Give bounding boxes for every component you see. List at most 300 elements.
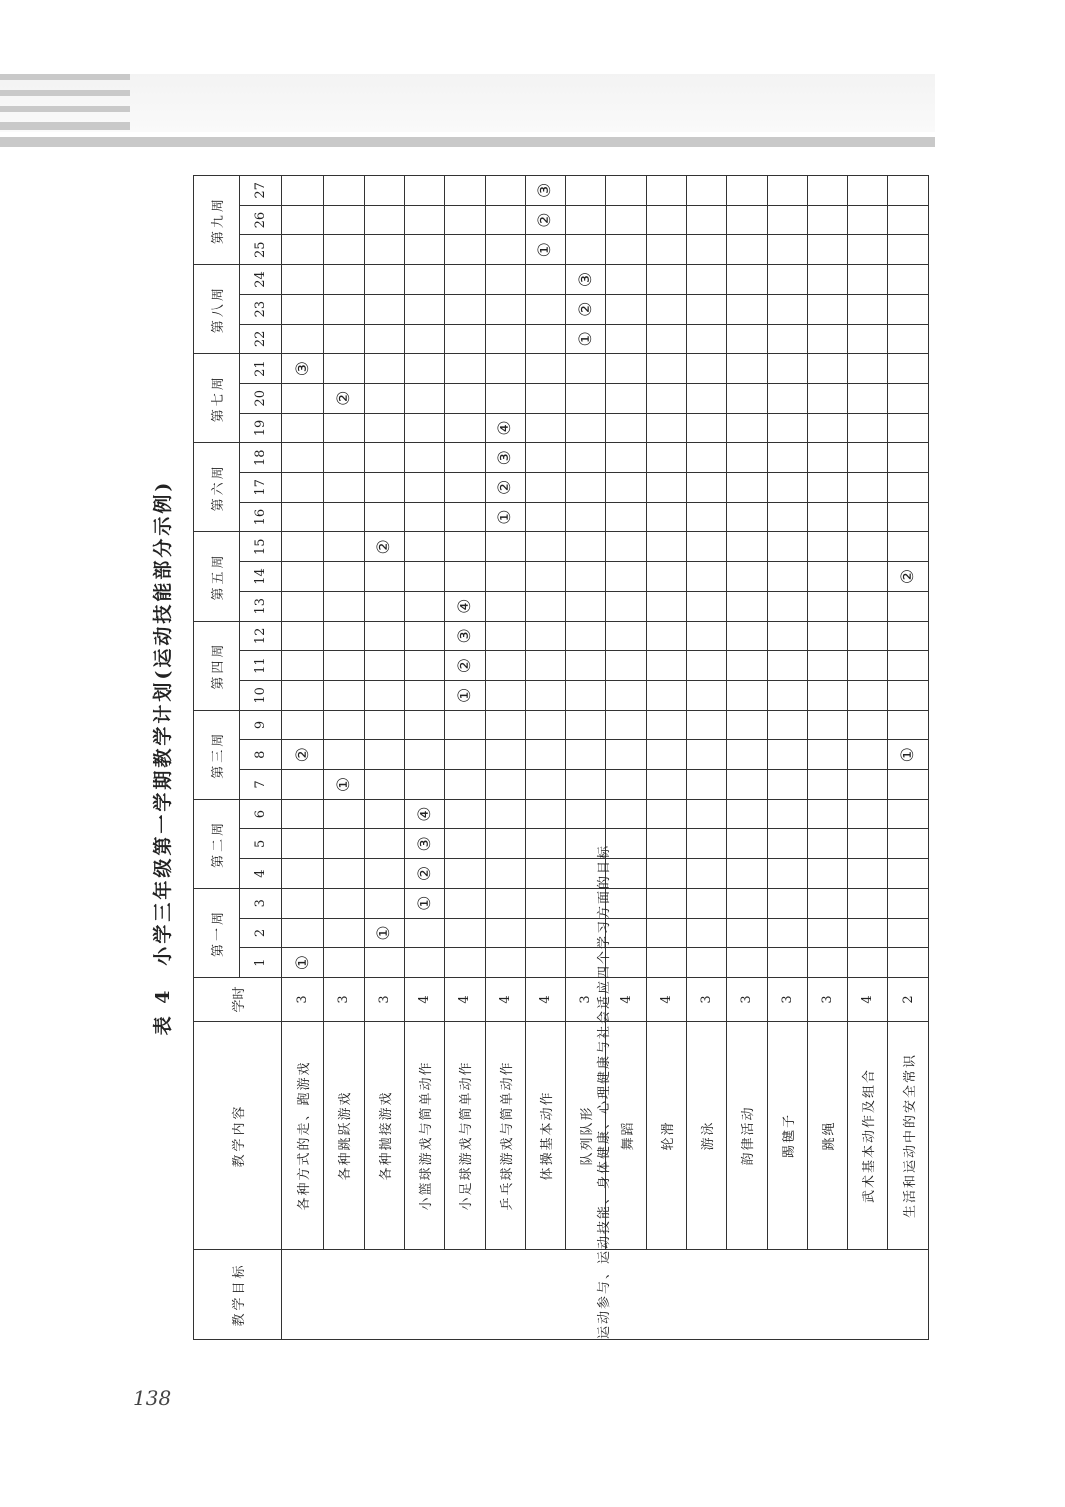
lesson-mark-cell xyxy=(445,443,485,473)
lesson-mark-cell xyxy=(686,740,726,770)
content-cell: 体操基本动作 xyxy=(525,1022,565,1250)
lesson-number-cell: 12 xyxy=(240,621,282,651)
lesson-mark-cell xyxy=(807,294,847,324)
lesson-mark-cell xyxy=(807,680,847,710)
lesson-mark-cell xyxy=(807,770,847,800)
lesson-mark-cell xyxy=(404,918,444,948)
lesson-mark-cell xyxy=(727,918,767,948)
lesson-mark-cell xyxy=(767,918,807,948)
hours-cell: 2 xyxy=(888,978,929,1022)
lesson-mark-cell: ④ xyxy=(404,799,444,829)
lesson-mark-cell xyxy=(848,918,888,948)
lesson-mark-cell: ③ xyxy=(445,621,485,651)
lesson-mark-cell xyxy=(686,888,726,918)
lesson-mark-cell xyxy=(686,859,726,889)
lesson-number-cell: 1 xyxy=(240,948,282,978)
lesson-mark-cell xyxy=(606,324,646,354)
lesson-mark-cell xyxy=(324,888,364,918)
teaching-plan-table xyxy=(193,175,929,1340)
lesson-mark-cell: ③ xyxy=(525,176,565,206)
lesson-mark-cell xyxy=(646,948,686,978)
table-row xyxy=(767,176,807,1340)
lesson-mark-cell: ③ xyxy=(282,354,324,384)
table-row xyxy=(282,176,324,1340)
lesson-mark-cell xyxy=(686,918,726,948)
lesson-mark-cell xyxy=(807,235,847,265)
lesson-mark-cell xyxy=(727,621,767,651)
lesson-mark-cell xyxy=(606,354,646,384)
lesson-mark-cell xyxy=(364,354,404,384)
lesson-mark-cell xyxy=(848,591,888,621)
lesson-mark-cell xyxy=(525,591,565,621)
lesson-mark-cell xyxy=(888,383,929,413)
lesson-mark-cell xyxy=(566,502,606,532)
lesson-number-cell: 9 xyxy=(240,710,282,740)
lesson-mark-cell xyxy=(566,443,606,473)
lesson-mark-cell xyxy=(485,205,525,235)
lesson-mark-cell xyxy=(686,235,726,265)
lesson-mark-cell xyxy=(646,710,686,740)
lesson-number-cell: 2 xyxy=(240,918,282,948)
lesson-mark-cell xyxy=(686,294,726,324)
lesson-mark-cell xyxy=(646,740,686,770)
lesson-mark-cell xyxy=(686,176,726,206)
lesson-mark-cell xyxy=(686,770,726,800)
lesson-mark-cell xyxy=(404,265,444,295)
lesson-mark-cell xyxy=(445,948,485,978)
lesson-mark-cell xyxy=(686,265,726,295)
lesson-mark-cell xyxy=(888,532,929,562)
lesson-mark-cell xyxy=(848,651,888,681)
lesson-mark-cell xyxy=(767,502,807,532)
lesson-mark-cell xyxy=(445,413,485,443)
lesson-mark-cell xyxy=(324,918,364,948)
lesson-mark-cell xyxy=(767,205,807,235)
lesson-mark-cell xyxy=(566,413,606,443)
lesson-mark-cell xyxy=(848,710,888,740)
lesson-mark-cell xyxy=(404,473,444,503)
content-cell: 轮滑 xyxy=(646,1022,686,1250)
lesson-mark-cell xyxy=(646,473,686,503)
week-header: 第四周 xyxy=(194,621,240,710)
lesson-mark-cell xyxy=(727,948,767,978)
lesson-mark-cell xyxy=(282,235,324,265)
lesson-mark-cell xyxy=(282,413,324,443)
lesson-mark-cell xyxy=(525,740,565,770)
lesson-mark-cell xyxy=(404,680,444,710)
lesson-mark-cell xyxy=(525,948,565,978)
lesson-mark-cell xyxy=(324,235,364,265)
lesson-mark-cell xyxy=(445,502,485,532)
lesson-mark-cell xyxy=(848,324,888,354)
content-cell: 武术基本动作及组合 xyxy=(848,1022,888,1250)
lesson-mark-cell xyxy=(324,532,364,562)
lesson-mark-cell xyxy=(888,443,929,473)
lesson-mark-cell xyxy=(525,324,565,354)
lesson-mark-cell xyxy=(324,710,364,740)
lesson-mark-cell xyxy=(324,859,364,889)
lesson-mark-cell xyxy=(566,680,606,710)
lesson-mark-cell xyxy=(807,176,847,206)
lesson-mark-cell xyxy=(364,443,404,473)
lesson-mark-cell xyxy=(282,176,324,206)
lesson-number-cell: 18 xyxy=(240,443,282,473)
lesson-mark-cell xyxy=(888,680,929,710)
lesson-mark-cell xyxy=(807,591,847,621)
lesson-mark-cell xyxy=(686,324,726,354)
hours-cell: 3 xyxy=(282,978,324,1022)
lesson-mark-cell xyxy=(364,680,404,710)
lesson-mark-cell xyxy=(606,294,646,324)
lesson-mark-cell xyxy=(767,443,807,473)
week-header: 第二周 xyxy=(194,799,240,888)
lesson-mark-cell xyxy=(807,383,847,413)
lesson-mark-cell xyxy=(646,770,686,800)
lesson-mark-cell xyxy=(566,235,606,265)
lesson-mark-cell xyxy=(566,562,606,592)
lesson-mark-cell xyxy=(888,473,929,503)
lesson-number-cell: 13 xyxy=(240,591,282,621)
lesson-mark-cell xyxy=(282,443,324,473)
lesson-mark-cell xyxy=(767,948,807,978)
lesson-mark-cell xyxy=(282,265,324,295)
hours-cell: 3 xyxy=(807,978,847,1022)
lesson-mark-cell xyxy=(364,205,404,235)
lesson-number-cell: 21 xyxy=(240,354,282,384)
lesson-mark-cell xyxy=(324,354,364,384)
lesson-mark-cell xyxy=(404,205,444,235)
lesson-mark-cell xyxy=(404,235,444,265)
lesson-mark-cell xyxy=(646,651,686,681)
lesson-mark-cell xyxy=(646,680,686,710)
lesson-mark-cell xyxy=(646,502,686,532)
lesson-mark-cell xyxy=(848,888,888,918)
table-row xyxy=(324,176,364,1340)
lesson-mark-cell xyxy=(848,621,888,651)
lesson-mark-cell xyxy=(888,294,929,324)
lesson-mark-cell xyxy=(848,799,888,829)
lesson-mark-cell xyxy=(606,443,646,473)
lesson-mark-cell xyxy=(282,651,324,681)
lesson-mark-cell xyxy=(767,770,807,800)
content-cell: 小足球游戏与简单动作 xyxy=(445,1022,485,1250)
lesson-mark-cell xyxy=(848,502,888,532)
lesson-mark-cell xyxy=(525,829,565,859)
lesson-mark-cell xyxy=(646,265,686,295)
lesson-mark-cell xyxy=(282,294,324,324)
lesson-mark-cell xyxy=(485,651,525,681)
lesson-mark-cell: ① xyxy=(282,948,324,978)
lesson-mark-cell xyxy=(485,888,525,918)
lesson-mark-cell xyxy=(727,176,767,206)
lesson-mark-cell xyxy=(404,354,444,384)
lesson-mark-cell xyxy=(686,413,726,443)
hours-cell: 4 xyxy=(404,978,444,1022)
lesson-mark-cell xyxy=(807,502,847,532)
lesson-mark-cell xyxy=(646,176,686,206)
lesson-mark-cell: ④ xyxy=(445,591,485,621)
hours-cell: 4 xyxy=(445,978,485,1022)
week-header: 第八周 xyxy=(194,265,240,354)
lesson-mark-cell xyxy=(646,799,686,829)
lesson-mark-cell xyxy=(727,502,767,532)
lesson-mark-cell xyxy=(404,383,444,413)
lesson-mark-cell xyxy=(807,562,847,592)
lesson-mark-cell xyxy=(525,888,565,918)
rotated-page xyxy=(143,175,933,1340)
lesson-number-cell: 8 xyxy=(240,740,282,770)
lesson-mark-cell xyxy=(485,829,525,859)
lesson-mark-cell xyxy=(282,888,324,918)
lesson-mark-cell xyxy=(727,443,767,473)
lesson-mark-cell: ① xyxy=(445,680,485,710)
lesson-mark-cell xyxy=(282,799,324,829)
lesson-number-cell: 22 xyxy=(240,324,282,354)
content-cell: 踢毽子 xyxy=(767,1022,807,1250)
lesson-mark-cell xyxy=(282,562,324,592)
lesson-mark-cell xyxy=(324,591,364,621)
lesson-mark-cell xyxy=(606,205,646,235)
lesson-mark-cell xyxy=(807,473,847,503)
lesson-mark-cell xyxy=(646,413,686,443)
lesson-mark-cell xyxy=(525,294,565,324)
lesson-mark-cell xyxy=(566,799,606,829)
lesson-mark-cell xyxy=(566,621,606,651)
lesson-mark-cell xyxy=(364,473,404,503)
lesson-mark-cell xyxy=(606,413,646,443)
lesson-mark-cell xyxy=(807,532,847,562)
lesson-mark-cell xyxy=(525,383,565,413)
lesson-mark-cell xyxy=(606,770,646,800)
lesson-mark-cell xyxy=(767,591,807,621)
lesson-mark-cell xyxy=(445,176,485,206)
lesson-mark-cell xyxy=(848,235,888,265)
lesson-mark-cell xyxy=(364,324,404,354)
content-cell: 韵律活动 xyxy=(727,1022,767,1250)
lesson-mark-cell xyxy=(606,740,646,770)
lesson-number-cell: 20 xyxy=(240,383,282,413)
lesson-mark-cell xyxy=(404,443,444,473)
lesson-mark-cell xyxy=(485,176,525,206)
lesson-mark-cell xyxy=(566,770,606,800)
lesson-mark-cell xyxy=(646,918,686,948)
lesson-number-cell: 27 xyxy=(240,176,282,206)
lesson-mark-cell xyxy=(324,799,364,829)
lesson-mark-cell xyxy=(646,294,686,324)
lesson-mark-cell xyxy=(686,829,726,859)
lesson-mark-cell xyxy=(888,888,929,918)
week-header: 第六周 xyxy=(194,443,240,532)
lesson-mark-cell xyxy=(807,443,847,473)
content-cell: 各种跳跃游戏 xyxy=(324,1022,364,1250)
lesson-mark-cell xyxy=(727,829,767,859)
lesson-mark-cell xyxy=(404,413,444,443)
lesson-number-cell: 24 xyxy=(240,265,282,295)
content-cell: 游泳 xyxy=(686,1022,726,1250)
lesson-mark-cell xyxy=(848,532,888,562)
content-header: 教学内容 xyxy=(194,1022,282,1250)
lesson-mark-cell xyxy=(767,324,807,354)
lesson-mark-cell xyxy=(364,502,404,532)
lesson-mark-cell xyxy=(686,591,726,621)
lesson-mark-cell xyxy=(445,799,485,829)
header-rule-main xyxy=(0,137,935,147)
lesson-mark-cell xyxy=(727,770,767,800)
lesson-mark-cell xyxy=(364,740,404,770)
lesson-mark-cell xyxy=(727,532,767,562)
lesson-mark-cell xyxy=(485,799,525,829)
lesson-mark-cell xyxy=(324,680,364,710)
lesson-mark-cell xyxy=(606,502,646,532)
lesson-mark-cell xyxy=(767,265,807,295)
lesson-mark-cell: ① xyxy=(404,888,444,918)
lesson-mark-cell: ② xyxy=(364,532,404,562)
lesson-mark-cell xyxy=(404,502,444,532)
lesson-mark-cell: ② xyxy=(566,294,606,324)
lesson-mark-cell xyxy=(807,740,847,770)
lesson-mark-cell xyxy=(485,354,525,384)
lesson-mark-cell: ③ xyxy=(566,265,606,295)
lesson-mark-cell xyxy=(364,948,404,978)
goal-cell: 运动参与、运动技能、身体健康、心理健康与社会适应四个学习方面的目标 xyxy=(282,1250,929,1340)
lesson-mark-cell xyxy=(727,413,767,443)
header-rule-2 xyxy=(0,90,130,96)
lesson-mark-cell xyxy=(807,354,847,384)
lesson-mark-cell xyxy=(767,294,807,324)
lesson-mark-cell xyxy=(807,324,847,354)
lesson-mark-cell xyxy=(686,502,726,532)
lesson-mark-cell xyxy=(282,591,324,621)
lesson-mark-cell xyxy=(324,205,364,235)
lesson-mark-cell xyxy=(364,829,404,859)
lesson-mark-cell xyxy=(848,770,888,800)
table-row xyxy=(888,176,929,1340)
lesson-mark-cell xyxy=(606,562,646,592)
lesson-mark-cell xyxy=(646,532,686,562)
lesson-mark-cell xyxy=(324,948,364,978)
table-row xyxy=(727,176,767,1340)
lesson-mark-cell xyxy=(485,324,525,354)
lesson-mark-cell xyxy=(445,354,485,384)
lesson-number-cell: 7 xyxy=(240,770,282,800)
lesson-number-cell: 25 xyxy=(240,235,282,265)
lesson-mark-cell: ① xyxy=(525,235,565,265)
lesson-mark-cell xyxy=(807,205,847,235)
lesson-mark-cell xyxy=(364,176,404,206)
page-number: 138 xyxy=(133,1386,172,1410)
lesson-mark-cell xyxy=(888,205,929,235)
lesson-mark-cell xyxy=(767,473,807,503)
lesson-mark-cell xyxy=(727,651,767,681)
lesson-mark-cell xyxy=(646,354,686,384)
hours-cell: 4 xyxy=(646,978,686,1022)
lesson-mark-cell xyxy=(727,799,767,829)
lesson-mark-cell xyxy=(686,562,726,592)
lesson-mark-cell xyxy=(848,948,888,978)
lesson-mark-cell xyxy=(525,799,565,829)
lesson-mark-cell: ② xyxy=(324,383,364,413)
lesson-mark-cell xyxy=(848,859,888,889)
lesson-mark-cell xyxy=(686,948,726,978)
lesson-mark-cell xyxy=(282,770,324,800)
lesson-mark-cell xyxy=(727,591,767,621)
lesson-mark-cell xyxy=(485,235,525,265)
lesson-mark-cell xyxy=(606,532,646,562)
lesson-mark-cell xyxy=(485,680,525,710)
lesson-mark-cell: ④ xyxy=(485,413,525,443)
lesson-mark-cell xyxy=(646,383,686,413)
table-row xyxy=(848,176,888,1340)
lesson-mark-cell xyxy=(445,294,485,324)
lesson-mark-cell xyxy=(848,176,888,206)
lesson-mark-cell xyxy=(525,918,565,948)
lesson-mark-cell xyxy=(445,383,485,413)
header-rule-3 xyxy=(0,106,130,112)
header-rule-1 xyxy=(0,74,130,80)
lesson-mark-cell xyxy=(686,205,726,235)
lesson-mark-cell xyxy=(767,829,807,859)
lesson-mark-cell xyxy=(485,859,525,889)
lesson-mark-cell xyxy=(485,770,525,800)
content-cell: 各种抛接游戏 xyxy=(364,1022,404,1250)
lesson-mark-cell xyxy=(566,651,606,681)
hours-cell: 3 xyxy=(324,978,364,1022)
lesson-mark-cell xyxy=(445,829,485,859)
lesson-mark-cell xyxy=(404,651,444,681)
lesson-mark-cell xyxy=(445,532,485,562)
table-row xyxy=(686,176,726,1340)
lesson-mark-cell xyxy=(445,770,485,800)
lesson-mark-cell xyxy=(364,383,404,413)
lesson-mark-cell xyxy=(445,859,485,889)
week-header: 第九周 xyxy=(194,176,240,265)
table-row xyxy=(364,176,404,1340)
lesson-mark-cell xyxy=(404,710,444,740)
lesson-mark-cell: ② xyxy=(485,473,525,503)
lesson-mark-cell xyxy=(324,413,364,443)
lesson-mark-cell xyxy=(727,324,767,354)
lesson-mark-cell: ① xyxy=(566,324,606,354)
lesson-mark-cell xyxy=(485,740,525,770)
content-cell: 小篮球游戏与简单动作 xyxy=(404,1022,444,1250)
lesson-mark-cell xyxy=(807,948,847,978)
table-row xyxy=(646,176,686,1340)
lesson-mark-cell xyxy=(727,294,767,324)
lesson-mark-cell xyxy=(807,710,847,740)
lesson-mark-cell xyxy=(888,265,929,295)
lesson-mark-cell xyxy=(727,562,767,592)
lesson-number-cell: 26 xyxy=(240,205,282,235)
lesson-mark-cell xyxy=(445,562,485,592)
lesson-mark-cell xyxy=(888,413,929,443)
lesson-mark-cell xyxy=(686,651,726,681)
lesson-mark-cell xyxy=(525,651,565,681)
lesson-mark-cell xyxy=(445,324,485,354)
lesson-number-cell: 4 xyxy=(240,859,282,889)
lesson-mark-cell xyxy=(767,710,807,740)
lesson-mark-cell xyxy=(727,265,767,295)
lesson-mark-cell xyxy=(848,354,888,384)
lesson-mark-cell xyxy=(686,354,726,384)
lesson-mark-cell xyxy=(364,799,404,829)
lesson-mark-cell xyxy=(807,918,847,948)
lesson-mark-cell xyxy=(404,562,444,592)
lesson-mark-cell xyxy=(888,324,929,354)
lesson-mark-cell xyxy=(807,621,847,651)
lesson-mark-cell: ③ xyxy=(404,829,444,859)
lesson-number-cell: 10 xyxy=(240,680,282,710)
week-header: 第五周 xyxy=(194,532,240,621)
